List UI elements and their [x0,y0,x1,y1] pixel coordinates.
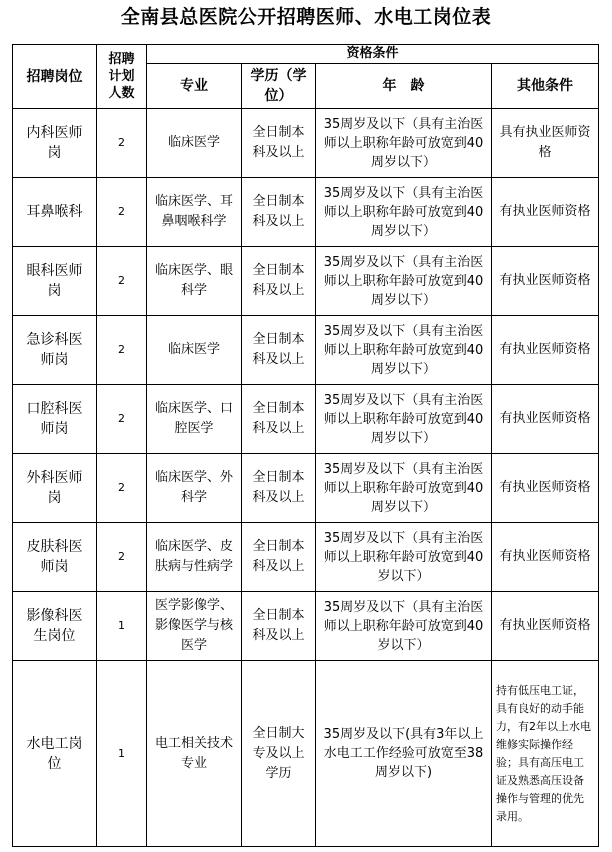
cell-position: 口腔科医师岗 [13,385,97,454]
cell-education: 全日制本科及以上 [242,247,316,316]
cell-education: 全日制本科及以上 [242,523,316,592]
cell-position: 内科医师岗 [13,109,97,178]
header-count: 招聘计划人数 [97,45,147,109]
cell-other: 有执业医师资格 [492,316,599,385]
cell-other: 有执业医师资格 [492,592,599,661]
header-other: 其他条件 [492,64,599,109]
cell-education: 全日制本科及以上 [242,454,316,523]
table-row [13,661,599,847]
cell-education: 全日制本科及以上 [242,592,316,661]
cell-position: 外科医师岗 [13,454,97,523]
cell-count: 2 [97,109,147,178]
cell-position: 耳鼻喉科 [13,178,97,247]
cell-count: 1 [97,592,147,661]
cell-major: 临床医学、皮肤病与性病学 [147,523,242,592]
cell-position: 影像科医生岗位 [13,592,97,661]
cell-other: 有执业医师资格 [492,247,599,316]
cell-count: 2 [97,385,147,454]
cell-other: 有执业医师资格 [492,385,599,454]
cell-position: 皮肤科医师岗 [13,523,97,592]
cell-age: 35周岁及以下（具有主治医师以上职称年龄可放宽到40岁以下） [316,523,492,592]
cell-other: 有执业医师资格 [492,523,599,592]
table-row [13,247,599,316]
cell-major: 临床医学、外科学 [147,454,242,523]
cell-age: 35周岁及以下（具有主治医师以上职称年龄可放宽到40周岁以下） [316,385,492,454]
header-major: 专业 [147,64,242,109]
cell-other: 持有低压电工证，具有良好的动手能力，有2年以上水电维修实际操作经验；具有高压电工证及熟悉高压设备操作与管理的优先录用。 [492,661,599,847]
header-qualifications: 资格条件 [147,45,599,64]
table-row [13,592,599,661]
header-age: 年 龄 [316,64,492,109]
cell-count: 2 [97,316,147,385]
table-row [13,178,599,247]
cell-education: 全日制本科及以上 [242,109,316,178]
cell-major: 临床医学 [147,109,242,178]
cell-count: 1 [97,661,147,847]
cell-age: 35周岁及以下（具有主治医师以上职称年龄可放宽到40周岁以下） [316,247,492,316]
cell-position: 眼科医师岗 [13,247,97,316]
cell-age: 35周岁及以下（具有主治医师以上职称年龄可放宽到40周岁以下） [316,316,492,385]
cell-other: 具有执业医师资格 [492,109,599,178]
cell-other: 有执业医师资格 [492,178,599,247]
cell-major: 医学影像学、影像医学与核医学 [147,592,242,661]
cell-major: 临床医学、口腔医学 [147,385,242,454]
table-row [13,316,599,385]
cell-major: 临床医学 [147,316,242,385]
page-title: 全南县总医院公开招聘医师、水电工岗位表 [120,6,492,28]
cell-count: 2 [97,247,147,316]
cell-position: 水电工岗位 [13,661,97,847]
cell-age: 35周岁及以下（具有主治医师以上职称年龄可放宽到40周岁以下） [316,454,492,523]
table-row [13,454,599,523]
cell-count: 2 [97,523,147,592]
cell-major: 电工相关技术专业 [147,661,242,847]
cell-count: 2 [97,178,147,247]
cell-age: 35周岁及以下（具有主治医师以上职称年龄可放宽到40周岁以下） [316,109,492,178]
header-position: 招聘岗位 [13,45,97,109]
recruitment-table [12,44,599,847]
cell-education: 全日制本科及以上 [242,178,316,247]
cell-education: 全日制本科及以上 [242,316,316,385]
cell-major: 临床医学、耳鼻咽喉科学 [147,178,242,247]
header-row-top [13,45,599,64]
cell-age: 35周岁及以下（具有主治医师以上职称年龄可放宽到40周岁以下） [316,178,492,247]
table-row [13,109,599,178]
cell-count: 2 [97,454,147,523]
cell-major: 临床医学、眼科学 [147,247,242,316]
header-education: 学历（学位） [242,64,316,109]
cell-position: 急诊科医师岗 [13,316,97,385]
cell-age: 35周岁及以下(具有3年以上水电工工作经验可放宽至38周岁以下) [316,661,492,847]
cell-age: 35周岁及以下（具有主治医师以上职称年龄可放宽到40岁以下） [316,592,492,661]
cell-other: 有执业医师资格 [492,454,599,523]
cell-education: 全日制大专及以上学历 [242,661,316,847]
table-row [13,523,599,592]
cell-education: 全日制本科及以上 [242,385,316,454]
table-row [13,385,599,454]
